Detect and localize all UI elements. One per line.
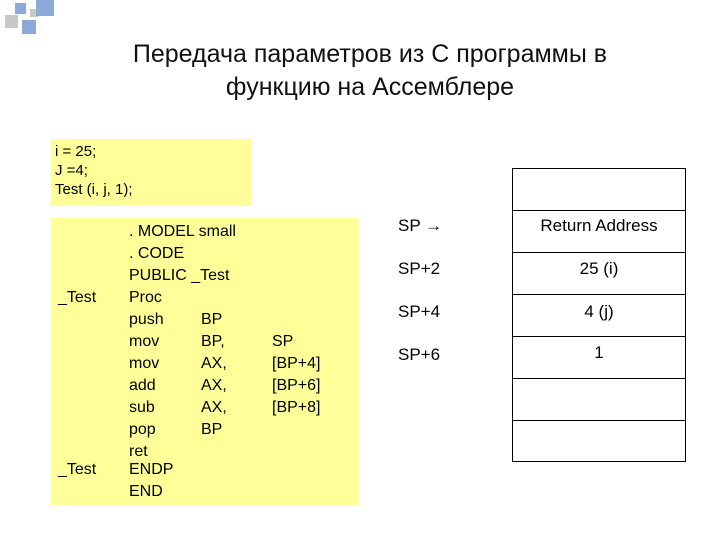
asm-op: mov — [129, 333, 160, 350]
slide-title — [60, 38, 680, 104]
title-line-1: Передача параметров из С программы в — [132, 40, 608, 68]
stack-cell — [513, 211, 685, 253]
c-code-box — [51, 139, 252, 206]
stack-cell-value: 1 — [594, 343, 604, 362]
asm-op: ENDP — [129, 461, 174, 478]
stack-cell — [513, 337, 685, 379]
asm-arg2: [BP+4] — [272, 355, 321, 372]
asm-op: Proc — [129, 289, 162, 306]
sp-label: SP+4 — [398, 302, 441, 321]
asm-op: sub — [129, 399, 155, 416]
asm-arg2: [BP+8] — [272, 399, 321, 416]
asm-code-line — [51, 442, 359, 462]
asm-code-line — [51, 310, 359, 330]
asm-code-line — [51, 266, 359, 286]
asm-arg2: [BP+6] — [272, 377, 321, 394]
asm-op: push — [129, 311, 164, 328]
c-code-line: Test (i, j, 1); — [55, 181, 133, 198]
asm-arg2: SP — [272, 333, 294, 350]
c-code-line: i = 25; — [55, 143, 97, 160]
stack-cell-value: Return Address — [540, 216, 658, 235]
asm-code-line — [51, 482, 359, 502]
asm-op: END — [129, 483, 163, 500]
stack-cell — [513, 295, 685, 337]
asm-op: . MODEL small — [129, 223, 236, 240]
asm-arg1: AX, — [201, 355, 227, 372]
title-line-2: функцию на Ассемблере — [225, 73, 515, 101]
asm-label: _Test — [58, 289, 97, 306]
asm-code-line — [51, 332, 359, 352]
asm-code-line — [51, 398, 359, 418]
stack-cell-value: 4 (j) — [584, 302, 614, 321]
corner-square-gray-2 — [5, 15, 18, 28]
stack-cell — [513, 379, 685, 421]
asm-code-line — [51, 376, 359, 396]
asm-arg1: BP — [201, 421, 223, 438]
asm-arg1: BP, — [201, 333, 225, 350]
asm-code-line — [51, 420, 359, 440]
asm-op: mov — [129, 355, 160, 372]
c-code-line: J =4; — [55, 162, 88, 179]
asm-code-line — [51, 460, 359, 480]
asm-op: PUBLIC _Test — [129, 267, 230, 284]
stack-cell — [513, 169, 685, 211]
asm-arg1: AX, — [201, 399, 227, 416]
asm-arg1: AX, — [201, 377, 227, 394]
stack-cell — [513, 421, 685, 463]
asm-op: ret — [129, 443, 148, 460]
asm-code-box — [51, 218, 359, 505]
asm-code-line — [51, 244, 359, 264]
stack-cell-value: 25 (i) — [579, 259, 619, 278]
sp-label: SP+2 — [398, 259, 441, 278]
stack-diagram — [512, 168, 686, 462]
stack-cell — [513, 253, 685, 295]
sp-label: SP → — [398, 216, 443, 235]
corner-square-blue-3 — [22, 20, 36, 34]
corner-square-blue-2 — [36, 0, 54, 16]
corner-square-blue-1 — [15, 3, 26, 14]
asm-code-line — [51, 288, 359, 308]
asm-op: pop — [129, 421, 156, 438]
asm-op: add — [129, 377, 156, 394]
asm-arg1: BP — [201, 311, 223, 328]
asm-code-line — [51, 222, 359, 242]
sp-label: SP+6 — [398, 345, 441, 364]
asm-op: . CODE — [129, 245, 185, 262]
asm-code-line — [51, 354, 359, 374]
asm-label: _Test — [58, 461, 97, 478]
